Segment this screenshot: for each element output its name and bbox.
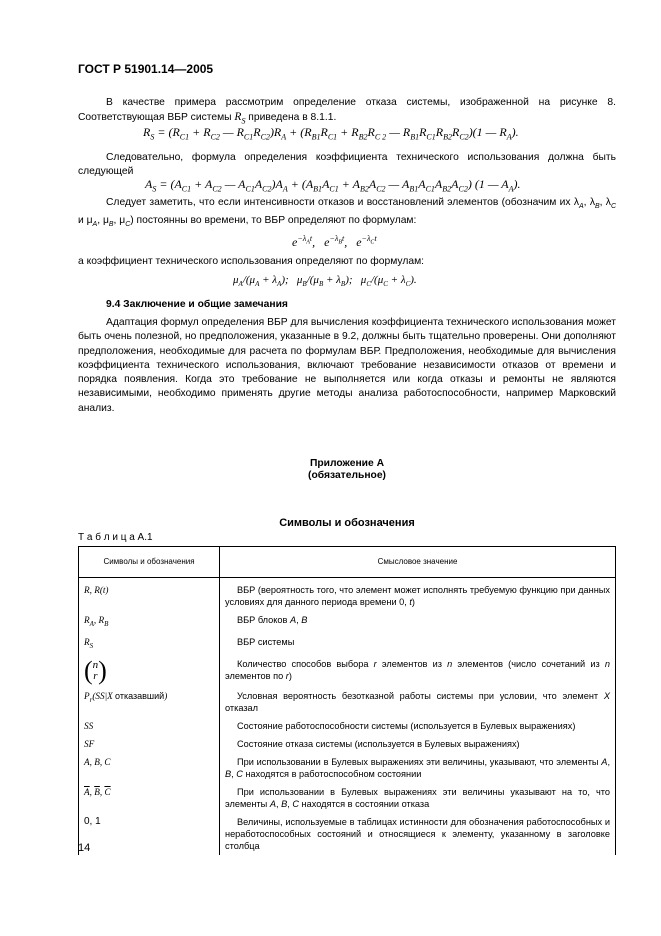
meaning-cell: Состояние отказа системы (используется в Булевых выражениях) <box>220 735 616 753</box>
paragraph-therefore: Следовательно, формула определения коэффициента технического использования должна быть следующей <box>78 152 616 178</box>
table-row <box>79 783 616 813</box>
formula-availability: $\mu_A/(\mu_A + \lambda_A)$; $\mu_B/(\mu_B + \lambda_B)$; $\mu_C/(\mu_C + \lambda_C)$. <box>233 274 417 289</box>
symbol-cell: SF <box>79 735 220 753</box>
meaning-cell: ВБР блоков A, B <box>220 611 616 633</box>
paragraph-note-intensity: Следует заметить, что если интенсивности отказов и восстановлений элементов (обозначим их $\lambda_A$, $\lambda_B$, $\lambda_C$ и $\mu_A$, $\mu_B$, $\mu_C$) постоянны во времени, то ВБР определяют по формулам: <box>78 197 616 229</box>
formula-rs: $R_S = (R_{C1} + R_{C2}$ — $R_{C1}R_{C2})R_A + (R_{B1}R_{C1} + R_{B2}R_{C 2}$ — $R_{B1}R_{C1}R_{B2}R_{C2})(1$ — $R_A$). <box>143 125 519 142</box>
symbol-cell: R, R(t) <box>79 578 220 612</box>
table-header-row <box>79 547 616 578</box>
symbol-cell: A, B, C <box>79 753 220 783</box>
table-row <box>79 813 616 855</box>
annex-subtitle: (обязательное) <box>308 470 386 481</box>
symbols-table <box>78 546 616 855</box>
formula-exp: $e^{-\lambda_At}$, $e^{-\lambda_Bt}$, $e^{-\lambda_Ct}$ <box>292 234 377 249</box>
section-title: 9.4 Заключение и общие замечания <box>106 299 288 310</box>
paragraph-coeff: а коэффициент технического использования определяют по формулам: <box>78 256 425 267</box>
table-caption: Т а б л и ц а А.1 <box>78 532 153 543</box>
paragraph-example-text: В качестве примера рассмотрим определение отказа системы, изображенной на рисунке 8. Соответствующая ВБР системы $R_S$ приведена в 8.1.1. <box>78 97 616 126</box>
table-row <box>79 735 616 753</box>
symbols-title: Символы и обозначения <box>279 517 415 529</box>
symbol-cell: SS <box>79 717 220 735</box>
symbol-cell: $P_r(SS|X$ отказавший) <box>79 687 220 717</box>
paragraph-example <box>78 96 616 129</box>
table-row <box>79 687 616 717</box>
meaning-cell: Состояние работоспособности системы (используется в Булевых выражениях) <box>220 717 616 735</box>
meaning-cell: ВБР системы <box>220 633 616 655</box>
meaning-cell: Условная вероятность безотказной работы системы при условии, что элемент X отказал <box>220 687 616 717</box>
paragraph-conclusion: Адаптация формул определения ВБР для вычисления коэффициента технического использования может быть очень полезной, но предположения, указанные в 9.2, должны быть тщательно проверены. Они дополняют предположения, необходимые для расчета по формулам ВБР. Предположения, необходимые для вычисления коэффициента технического использования, включают требование независимости отказов от времени и порядка появления. Когда это требование не выполняется или когда отказы и ремонты не являются независимыми, необходимо применять другие методы анализа работоспособности, например Марковский анализ. <box>78 317 616 414</box>
table-header-meaning: Смысловое значение <box>220 547 616 578</box>
meaning-cell: При использовании в Булевых выражениях эти величины указывают на то, что элементы A, B, C находятся в состоянии отказа <box>220 783 616 813</box>
symbol-cell: $R_S$ <box>79 633 220 655</box>
binomial-symbol: ( n r ) <box>84 655 107 685</box>
document-header: ГОСТ Р 51901.14—2005 <box>78 62 214 76</box>
annex-title: Приложение А <box>309 458 385 469</box>
meaning-cell: При использовании в Булевых выражениях эти величины, указывают, что элементы A, B, C находятся в работоспособном состоянии <box>220 753 616 783</box>
table-header-symbols: Символы и обозначения <box>79 547 220 578</box>
meaning-cell: ВБР (вероятность того, что элемент может исполнять требуемую функцию при данных условиях для данного периода времени 0, t) <box>220 578 616 612</box>
table-row <box>79 578 616 612</box>
page-number: 14 <box>78 842 91 854</box>
table-row <box>79 717 616 735</box>
symbol-cell: $\overline{A}$, $\overline{B}$, $\overline{C}$ <box>79 783 220 813</box>
symbol-cell: $R_A$, $R_B$ <box>79 611 220 633</box>
table-row <box>79 753 616 783</box>
table-row <box>79 655 616 687</box>
symbol-cell: 0, 1 <box>79 813 220 855</box>
meaning-cell: Количество способов выбора r элементов из n элементов (число сочетаний из n элементов по r) <box>220 655 616 687</box>
formula-as: $A_S = (A_{C1} + A_{C2}$ — $A_{C1}A_{C2})A_A + (A_{B1}A_{C1} + A_{B2}A_{C2}$ — $A_{B1}A_{C1}A_{B2}A_{C2}$) (1 — $A_A$). <box>145 177 521 194</box>
symbol-cell <box>79 655 220 687</box>
table-row <box>79 633 616 655</box>
table-row <box>79 611 616 633</box>
meaning-cell: Величины, используемые в таблицах истинности для обозначения работоспособных и неработоспособных состояний и относящиеся к элементу, указанному в заголовке столбца <box>220 813 616 855</box>
